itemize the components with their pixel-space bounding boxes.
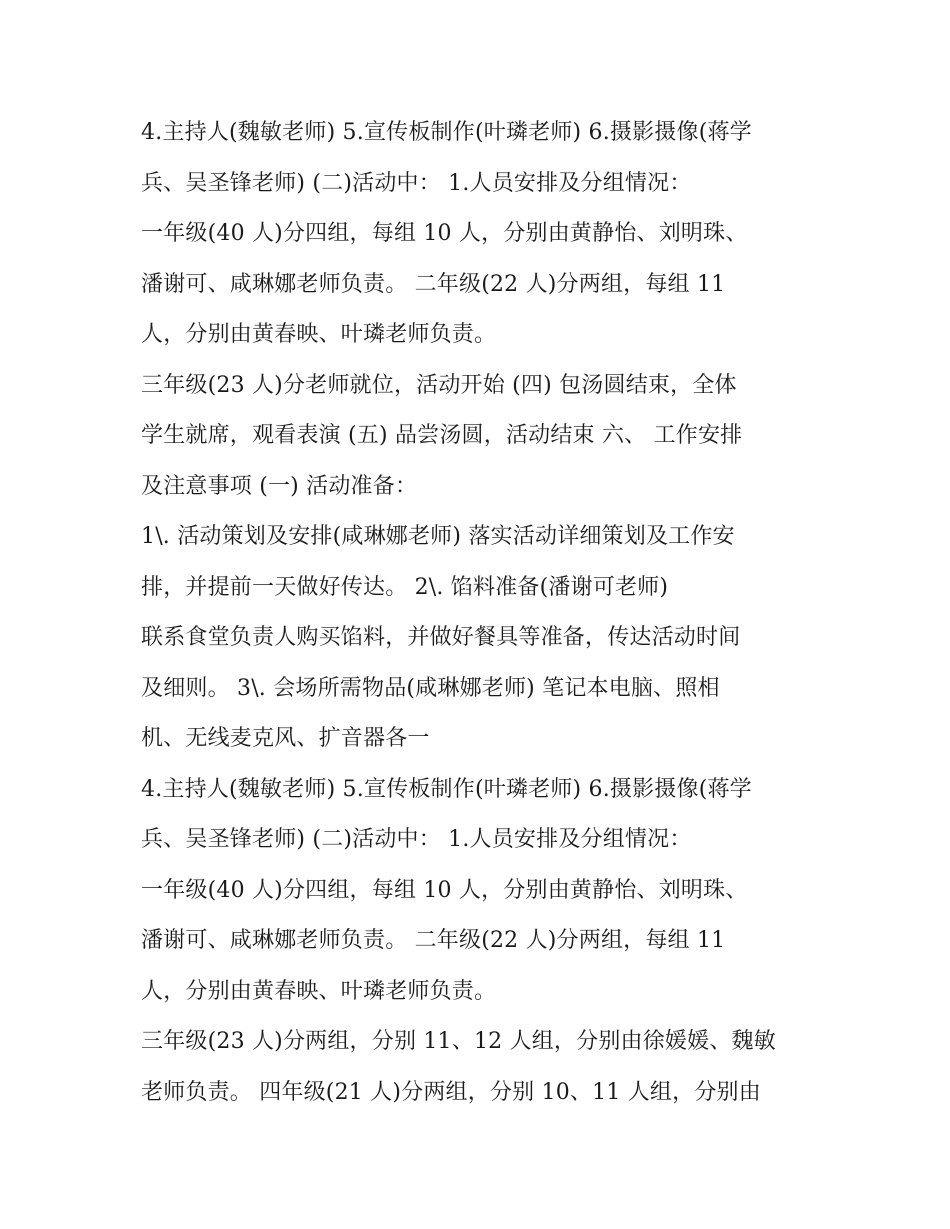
text-line: 一年级(40 人)分四组，每组 10 人，分别由黄静怡、刘明珠、 <box>141 221 748 246</box>
text-line: 及注意事项 (一) 活动准备： <box>141 473 418 499</box>
text-line: 一年级(40 人)分四组，每组 10 人，分别由黄静怡、刘明珠、 <box>141 877 748 903</box>
text-line: 三年级(23 人)分老师就位，活动开始 (四) 包汤圆结束，全体 <box>141 372 737 398</box>
text-line: 兵、吴圣锋老师) (二)活动中： 1.人员安排及分组情况： <box>141 827 692 852</box>
text-line: 人，分别由黄春映、叶璘老师负责。 <box>141 322 497 347</box>
text-line: 及细则。 3\. 会场所需物品(咸琳娜老师) 笔记本电脑、照相 <box>141 675 720 701</box>
text-line: 人，分别由黄春映、叶璘老师负责。 <box>141 978 497 1004</box>
document-body <box>141 108 821 1118</box>
text-line: 老师负责。 四年级(21 人)分两组，分别 10、11 人组，分别由 <box>141 1079 761 1105</box>
text-line: 机、无线麦克风、扩音器各一 <box>141 726 430 751</box>
text-line: 兵、吴圣锋老师) (二)活动中： 1.人员安排及分组情况： <box>141 170 692 196</box>
text-line: 排，并提前一天做好传达。 2\. 馅料准备(潘谢可老师) <box>141 574 669 600</box>
text-line: 学生就席，观看表演 (五) 品尝汤圆，活动结束 六、 工作安排 <box>141 423 743 448</box>
text-line: 潘谢可、咸琳娜老师负责。 二年级(22 人)分两组，每组 11 <box>141 271 726 297</box>
text-line: 1\. 活动策划及安排(咸琳娜老师) 落实活动详细策划及工作安 <box>141 524 735 549</box>
text-line: 联系食堂负责人购买馅料，并做好餐具等准备，传达活动时间 <box>141 625 741 650</box>
text-line: 4.主持人(魏敏老师) 5.宣传板制作(叶璘老师) 6.摄影摄像(蒋学 <box>141 776 752 802</box>
text-line: 4.主持人(魏敏老师) 5.宣传板制作(叶璘老师) 6.摄影摄像(蒋学 <box>141 120 752 145</box>
text-line: 三年级(23 人)分两组，分别 11、12 人组，分别由徐媛媛、魏敏 <box>141 1029 776 1054</box>
text-line: 潘谢可、咸琳娜老师负责。 二年级(22 人)分两组，每组 11 <box>141 928 726 953</box>
